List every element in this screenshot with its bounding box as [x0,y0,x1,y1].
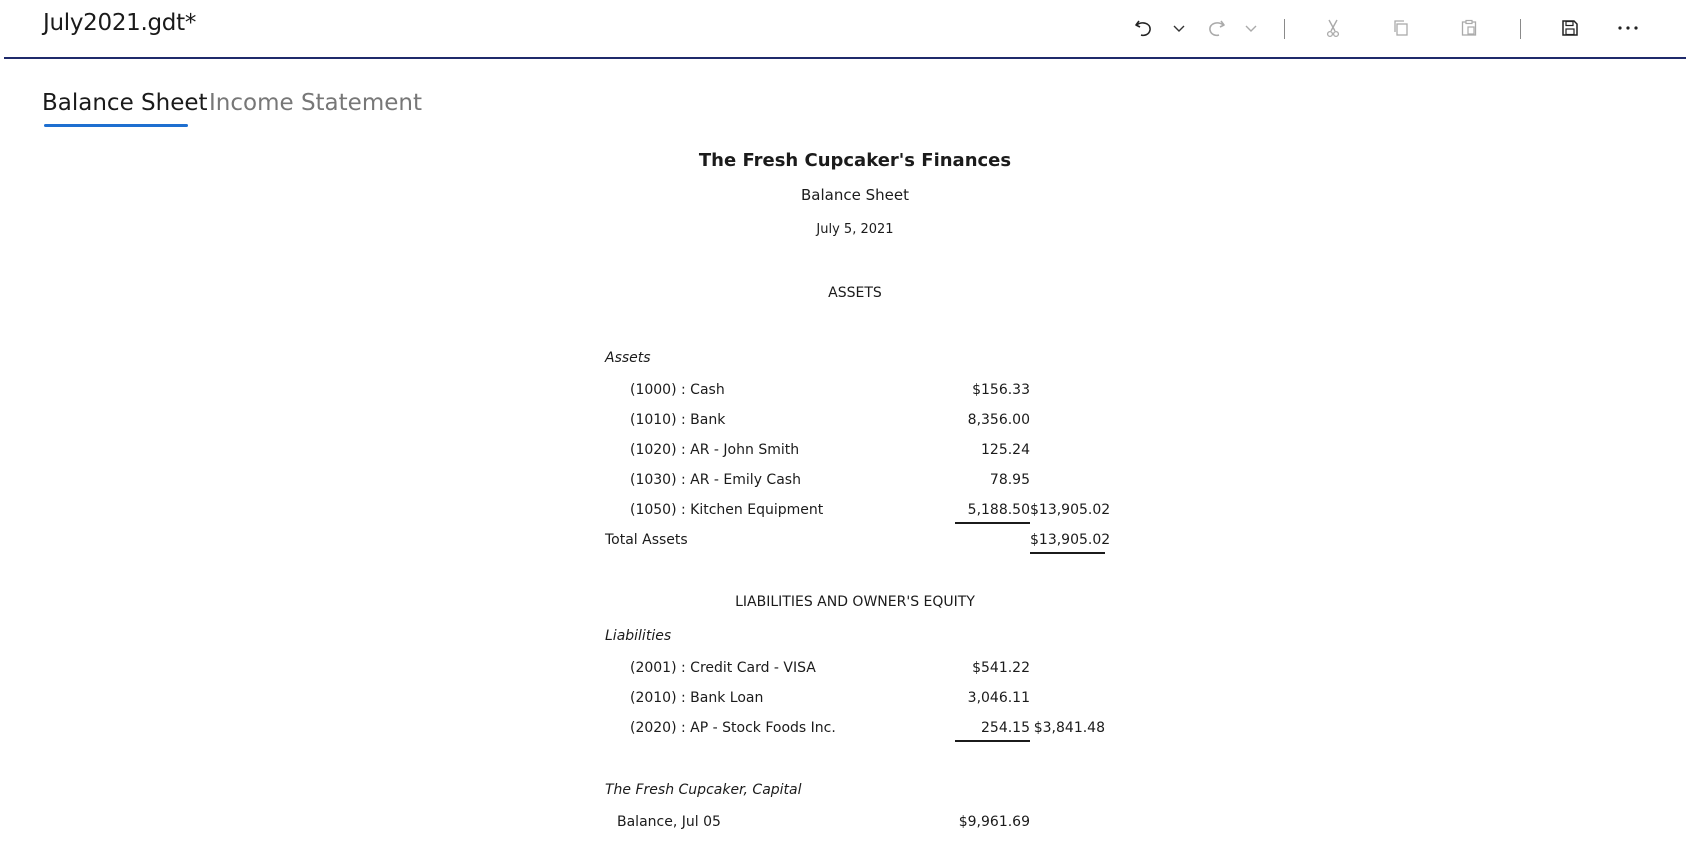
account-amount: 78.95 [989,472,1030,488]
account-label: (1030) : AR - Emily Cash [630,472,801,488]
account-amount: 254.15 [981,720,1030,736]
subtotal-underline [955,522,1030,524]
report-name: Balance Sheet [801,186,909,204]
liabilities-subtotal: $3,841.48 [1033,720,1105,736]
account-amount: 3,046.11 [967,690,1030,706]
account-label: (1020) : AR - John Smith [630,442,800,458]
account-amount: 5,188.50 [967,502,1030,518]
liabilities-group-label: Liabilities [605,628,672,644]
assets-group-label: Assets [605,350,651,366]
account-amount: $541.22 [972,660,1030,676]
account-label: (1050) : Kitchen Equipment [630,502,824,518]
equity-group-label: The Fresh Cupcaker, Capital [605,782,802,798]
assets-section-header: ASSETS [828,285,882,301]
account-label: (2010) : Bank Loan [630,690,764,706]
tab-balance-sheet[interactable]: Balance Sheet [42,90,208,116]
report-company-name: The Fresh Cupcaker's Finances [698,150,1012,171]
account-label: Balance, Jul 05 [617,814,721,830]
total-underline [1030,552,1105,554]
account-label: (1010) : Bank [630,412,726,428]
account-amount: 125.24 [981,442,1030,458]
tab-income-statement[interactable]: Income Statement [209,90,422,116]
account-amount: 8,356.00 [967,412,1030,428]
subtotal-underline [955,740,1030,742]
account-label: (1000) : Cash [630,382,725,398]
account-label: (2020) : AP - Stock Foods Inc. [630,720,836,736]
document-title: July2021.gdt* [43,10,197,36]
assets-subtotal: $13,905.02 [1030,502,1111,518]
total-assets-label: Total Assets [605,532,688,548]
account-label: (2001) : Credit Card - VISA [630,660,816,676]
account-amount: $156.33 [972,382,1030,398]
total-assets-amount: $13,905.02 [1030,532,1111,548]
liabilities-section-header: LIABILITIES AND OWNER'S EQUITY [735,594,975,610]
report-date: July 5, 2021 [816,222,894,237]
account-amount: $9,961.69 [958,814,1030,830]
